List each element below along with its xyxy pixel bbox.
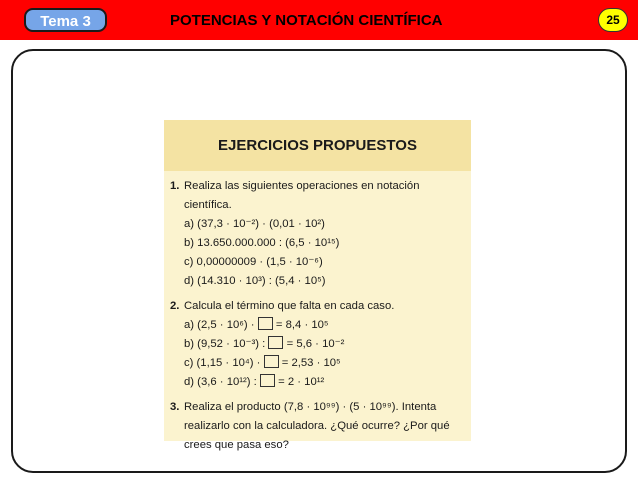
exercise-list: [170, 177, 468, 455]
exercise-number: 2.: [170, 300, 180, 312]
page-title: POTENCIAS Y NOTACIÓN CIENTÍFICA: [170, 12, 443, 29]
exercise-item: b) (9,52 · 10⁻³) : = 5,6 · 10⁻²: [184, 338, 345, 350]
exercise-2: [170, 297, 468, 392]
blank-box: [268, 336, 283, 349]
exercise-item: c) (1,15 · 10⁴) · = 2,53 · 10⁵: [184, 357, 341, 369]
exercise-1: [170, 177, 468, 291]
exercise-card-title: EJERCICIOS PROPUESTOS: [164, 120, 471, 171]
exercise-item: a) (2,5 · 10⁶) · = 8,4 · 10⁵: [184, 319, 329, 331]
exercise-3: [170, 398, 468, 455]
blank-box: [260, 374, 275, 387]
tema-badge: Tema 3: [24, 8, 107, 32]
page-number: 25: [598, 8, 628, 32]
exercise-statement: Realiza las siguientes operaciones en notación científica.: [184, 180, 420, 211]
blank-box: [258, 317, 273, 330]
exercise-item: d) (3,6 · 10¹²) : = 2 · 10¹²: [184, 376, 325, 388]
exercise-number: 3.: [170, 401, 180, 413]
exercise-item: b) 13.650.000.000 : (6,5 · 10¹⁵): [184, 237, 340, 249]
exercise-item: c) 0,00000009 · (1,5 · 10⁻⁶): [184, 256, 323, 268]
exercise-item: d) (14.310 · 10³) : (5,4 · 10⁵): [184, 275, 326, 287]
exercise-statement: Realiza el producto (7,8 · 10⁹⁹) · (5 · 10⁹⁹). Intenta realizarlo con la calculadora. ¿Qué ocurre? ¿Por qué crees que pasa eso?: [184, 401, 450, 451]
exercise-number: 1.: [170, 180, 180, 192]
exercise-statement: Calcula el término que falta en cada caso.: [184, 300, 395, 312]
blank-box: [264, 355, 279, 368]
exercise-item: a) (37,3 · 10⁻²) · (0,01 · 10²): [184, 218, 325, 230]
